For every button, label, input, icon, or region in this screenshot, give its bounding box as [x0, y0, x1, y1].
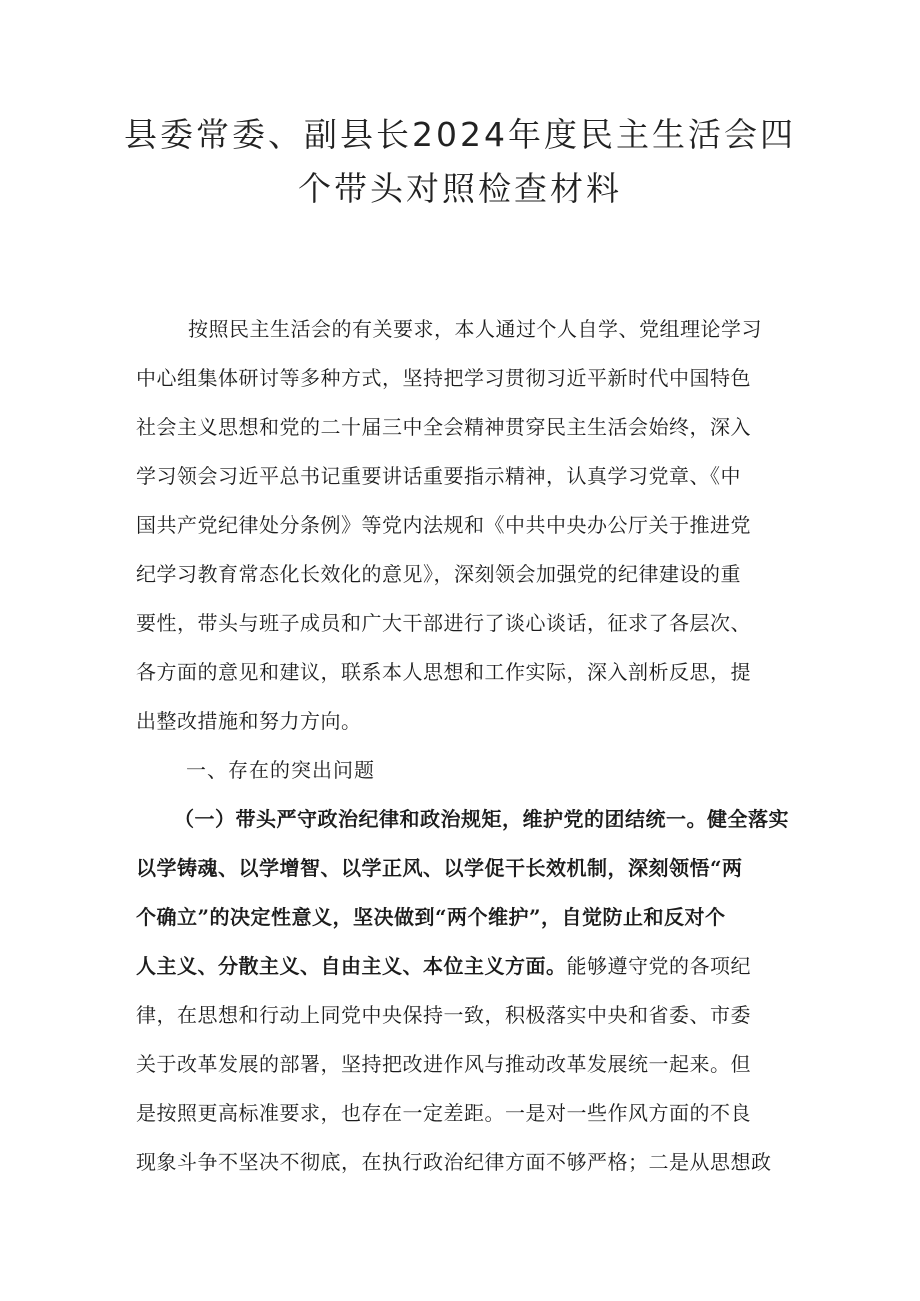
- paragraph-line: [136, 844, 796, 893]
- line-text: 关于改革发展的部署，坚持把改进作风与推动改革发展统一起来。但: [136, 1052, 751, 1076]
- line-text: 出整改措施和努力方向。: [136, 709, 362, 733]
- paragraph-line: [136, 893, 796, 942]
- line-text: 社会主义思想和党的二十届三中全会精神贯穿民主生活会始终，深入: [136, 415, 751, 439]
- line-text: （一）带头严守政治纪律和政治规矩，维护党的团结统一。健全落实: [174, 807, 789, 831]
- paragraph-line: [136, 550, 796, 599]
- paragraph-line: [136, 648, 796, 697]
- paragraph-line: [136, 1089, 796, 1138]
- line-text: 要性，带头与班子成员和广大干部进行了谈心谈话，征求了各层次、: [136, 611, 751, 635]
- document-title: [120, 108, 800, 216]
- paragraph-line: [136, 942, 796, 991]
- line-text: 律，在思想和行动上同党中央保持一致，积极落实中央和省委、市委: [136, 1003, 751, 1027]
- line-text: 一、存在的突出问题: [186, 758, 375, 782]
- line-text: 中心组集体研讨等多种方式，坚持把学习贯彻习近平新时代中国特色: [136, 366, 751, 390]
- paragraph-line: [136, 305, 796, 354]
- paragraph-line: [136, 1138, 796, 1187]
- line-text: 学习领会习近平总书记重要讲话重要指示精神，认真学习党章、《中: [136, 464, 741, 488]
- title-line-1: 县委常委、副县长2024年度民主生活会四: [124, 115, 796, 154]
- line-text: 现象斗争不坚决不彻底，在执行政治纪律方面不够严格；二是从思想政: [136, 1150, 772, 1174]
- paragraph-line: [136, 452, 796, 501]
- line-text: 按照民主生活会的有关要求，本人通过个人自学、党组理论学习: [188, 317, 762, 341]
- paragraph-line: [136, 354, 796, 403]
- paragraph-line: [136, 697, 796, 746]
- paragraph-line: [136, 795, 796, 844]
- section-heading: [136, 746, 796, 795]
- paragraph-line: [136, 501, 796, 550]
- line-text: 国共产党纪律处分条例》等党内法规和《中共中央办公厅关于推进党: [136, 513, 751, 537]
- document-body: [136, 305, 796, 1187]
- line-text-normal: 能够遵守党的各项纪: [566, 954, 751, 978]
- paragraph-line: [136, 1040, 796, 1089]
- line-text: 人主义、分散主义、自由主义、本位主义方面。: [136, 954, 567, 978]
- line-text: 纪学习教育常态化长效化的意见》，深刻领会加强党的纪律建设的重: [136, 562, 741, 586]
- paragraph-line: [136, 599, 796, 648]
- paragraph-line: [136, 991, 796, 1040]
- paragraph-line: [136, 403, 796, 452]
- line-text: 各方面的意见和建议，联系本人思想和工作实际，深入剖析反思，提: [136, 660, 751, 684]
- title-line-2: 个带头对照检查材料: [298, 169, 622, 208]
- line-text: 是按照更高标准要求，也存在一定差距。一是对一些作风方面的不良: [136, 1101, 751, 1125]
- line-text: 以学铸魂、以学增智、以学正风、以学促干长效机制，深刻领悟“两: [136, 856, 743, 880]
- line-text: 个确立”的决定性意义，坚决做到“两个维护”，自觉防止和反对个: [136, 905, 726, 929]
